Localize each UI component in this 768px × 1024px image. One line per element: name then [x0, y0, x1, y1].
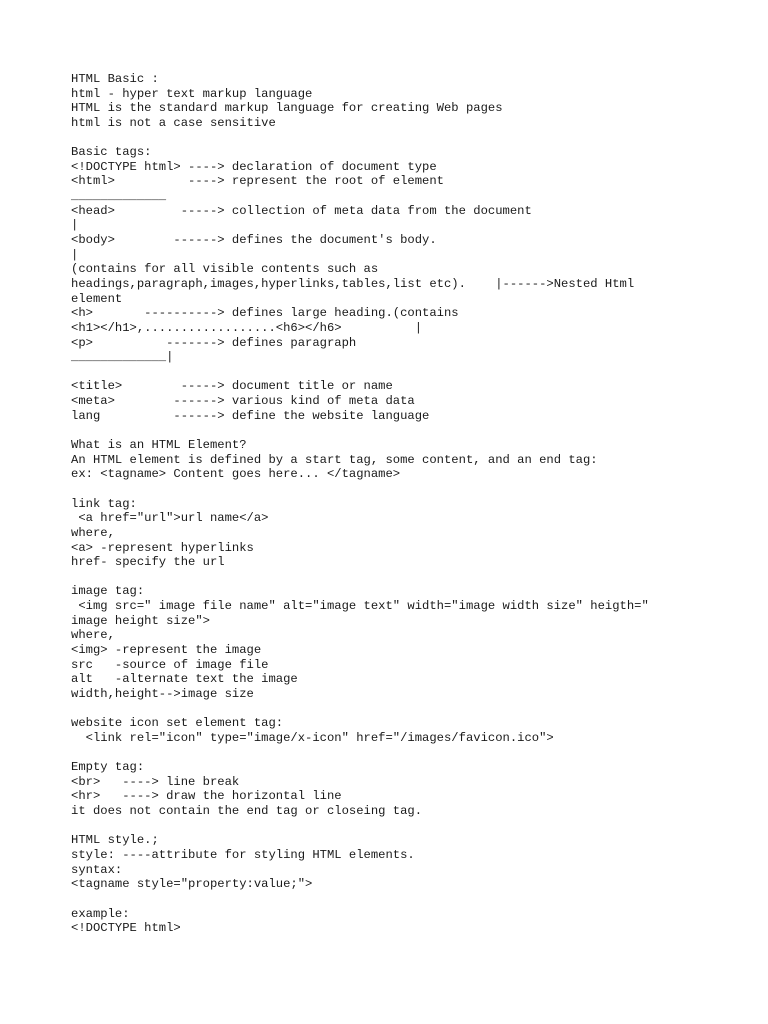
- document-line: width,height-->image size: [71, 686, 254, 701]
- document-line: [71, 702, 721, 717]
- document-line: <h> ----------> defines large heading.(contains: [71, 306, 459, 321]
- document-line: <img src=" image file name" alt="image text" width="image width size" heigth=": [71, 599, 649, 614]
- document-line: HTML is the standard markup language for creating Web pages: [71, 101, 503, 116]
- document-line: <hr> ----> draw the horizontal line: [71, 789, 342, 804]
- document-body: [71, 72, 721, 936]
- document-line: What is an HTML Element?: [71, 438, 247, 453]
- document-line: <link rel="icon" type="image/x-icon" href="/images/favicon.ico">: [71, 730, 554, 745]
- document-line: HTML Basic :: [71, 72, 159, 86]
- document-line: HTML style.;: [71, 833, 159, 848]
- document-line: <h1></h1>,..................<h6></h6> |: [71, 320, 423, 335]
- document-line: style: ----attribute for styling HTML elements.: [71, 847, 415, 862]
- document-line: image tag:: [71, 584, 145, 599]
- document-line: <a href="url">url name</a>: [71, 511, 269, 526]
- document-line: <title> -----> document title or name: [71, 379, 393, 394]
- document-line: src -source of image file: [71, 657, 269, 672]
- document-line: href- specify the url: [71, 555, 225, 570]
- document-line: (contains for all visible contents such as: [71, 262, 379, 277]
- document-line: [71, 745, 721, 760]
- document-line: <br> ----> line break: [71, 774, 240, 789]
- document-line: <!DOCTYPE html> ----> declaration of document type: [71, 159, 437, 174]
- document-line: <meta> ------> various kind of meta data: [71, 394, 415, 409]
- document-line: |: [71, 247, 79, 262]
- document-line: |: [71, 218, 79, 233]
- document-line: element: [71, 291, 123, 306]
- document-line: [71, 131, 721, 146]
- document-line: headings,paragraph,images,hyperlinks,tables,list etc). |------>Nested Html: [71, 276, 635, 291]
- document-line: website icon set element tag:: [71, 716, 284, 731]
- document-line: [71, 892, 721, 907]
- document-line: <head> -----> collection of meta data from the document: [71, 203, 532, 218]
- document-line: <a> -represent hyperlinks: [71, 540, 254, 555]
- document-line: [71, 570, 721, 585]
- document-line: image height size">: [71, 613, 210, 628]
- document-line: syntax:: [71, 862, 123, 877]
- document-line: <p> -------> defines paragraph: [71, 335, 357, 350]
- document-line: html is not a case sensitive: [71, 115, 276, 130]
- document-line: <img> -represent the image: [71, 642, 262, 657]
- document-line: An HTML element is defined by a start tag, some content, and an end tag:: [71, 452, 598, 467]
- document-line: Basic tags:: [71, 145, 152, 160]
- document-line: <body> ------> defines the document's body.: [71, 233, 437, 248]
- document-line: Empty tag:: [71, 760, 145, 775]
- document-line: _____________|: [71, 350, 174, 365]
- document-line: [71, 819, 721, 834]
- document-line: it does not contain the end tag or closeing tag.: [71, 804, 423, 819]
- document-line: <!DOCTYPE html>: [71, 921, 181, 936]
- document-line: where,: [71, 628, 115, 643]
- document-line: html - hyper text markup language: [71, 86, 313, 101]
- document-line: alt -alternate text the image: [71, 672, 298, 687]
- document-line: where,: [71, 525, 115, 540]
- document-line: _____________: [71, 189, 167, 204]
- document-line: <tagname style="property:value;">: [71, 877, 313, 892]
- document-line: <html> ----> represent the root of element: [71, 174, 444, 189]
- document-line: [71, 365, 721, 380]
- document-line: example:: [71, 906, 130, 921]
- document-line: [71, 482, 721, 497]
- document-line: lang ------> define the website language: [71, 408, 430, 423]
- document-line: ex: <tagname> Content goes here... </tagname>: [71, 467, 401, 482]
- document-line: [71, 423, 721, 438]
- document-line: link tag:: [71, 496, 137, 511]
